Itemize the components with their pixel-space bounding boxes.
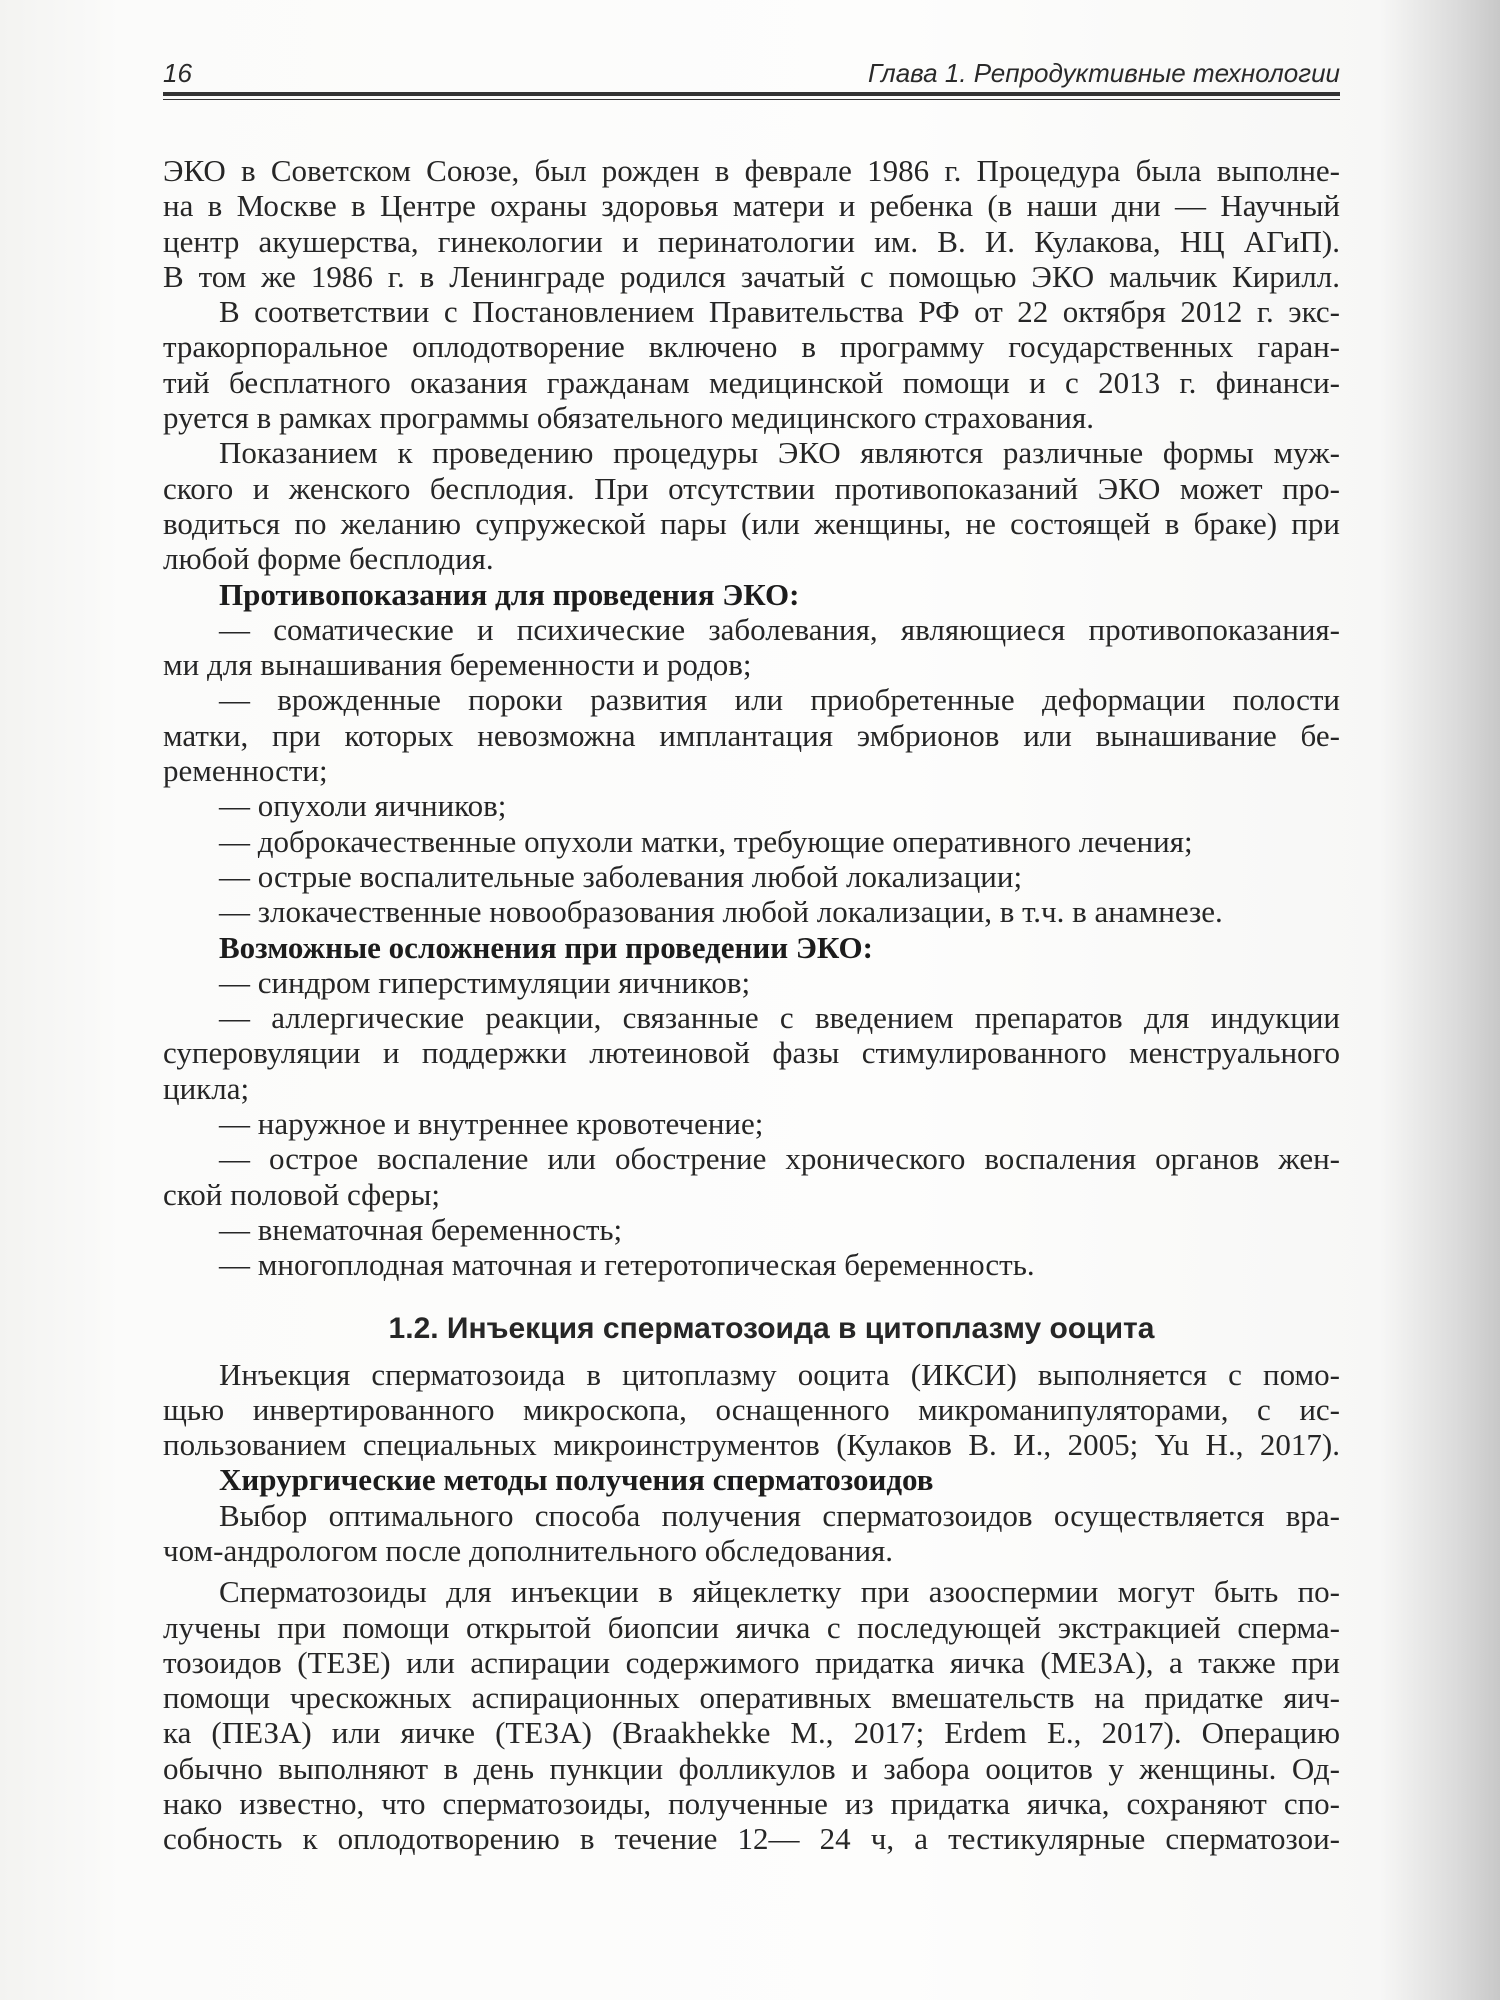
page-number: 16 xyxy=(163,58,192,88)
text-line: — синдром гиперстимуляции яичников; xyxy=(219,964,751,1000)
subheading: Противопоказания для проведения ЭКО: xyxy=(219,576,800,612)
header-rule-thick xyxy=(163,92,1340,96)
text-line: — опухоли яичников; xyxy=(219,788,507,824)
text-line: щью инвертированного микроскопа, оснащенного микроманипуляторами, с ис- xyxy=(163,1391,1340,1427)
text-line: ми для вынашивания беременности и родов; xyxy=(163,647,752,683)
subheading: Возможные осложнения при проведении ЭКО: xyxy=(219,929,873,965)
text-line: руется в рамках программы обязательного медицинского страхования. xyxy=(163,400,1095,436)
text-line: помощи чрескожных аспирационных оперативных вмешательств на придатке яич- xyxy=(163,1680,1340,1716)
text-line: — аллергические реакции, связанные с введением препаратов для индукции xyxy=(219,1000,1340,1036)
text-line: водиться по желанию супружеской пары (или женщины, не состоящей в браке) при xyxy=(163,505,1340,541)
text-line: — внематочная беременность; xyxy=(219,1211,623,1247)
text-line: пользованием специальных микроинструментов (Кулаков В. И., 2005; Yu H., 2017). xyxy=(163,1427,1340,1463)
section-heading: 1.2. Инъекция сперматозоида в цитоплазму ооцита xyxy=(388,1311,1155,1345)
text-line: цикла; xyxy=(163,1070,250,1106)
text-line: В соответствии с Постановлением Правительства РФ от 22 октября 2012 г. экс- xyxy=(219,294,1340,330)
text-line: — многоплодная маточная и гетеротопическая беременность. xyxy=(219,1247,1035,1283)
text-line: ременности; xyxy=(163,753,328,789)
text-line: ской половой сферы; xyxy=(163,1176,440,1212)
text-line: тракорпоральное оплодотворение включено в программу государственных гаран- xyxy=(163,329,1340,365)
text-line: ского и женского бесплодия. При отсутствии противопоказаний ЭКО может про- xyxy=(163,470,1340,506)
text-line: — злокачественные новообразования любой локализации, в т.ч. в анамнезе. xyxy=(219,894,1223,930)
text-line: Инъекция сперматозоида в цитоплазму ооцита (ИКСИ) выполняется с помо- xyxy=(219,1356,1340,1392)
text-line: собность к оплодотворению в течение 12— 24 ч, а тестикулярные сперматозои- xyxy=(163,1821,1340,1857)
chapter-title: Глава 1. Репродуктивные технологии xyxy=(868,58,1340,88)
text-line: — острые воспалительные заболевания любой локализации; xyxy=(219,858,1023,894)
text-line: — острое воспаление или обострение хронического воспаления органов жен- xyxy=(219,1141,1340,1177)
text-line: ка (ПЕЗА) или яичке (ТЕЗА) (Braakhekke M., 2017; Erdem E., 2017). Операцию xyxy=(163,1715,1340,1751)
text-line: Показанием к проведению процедуры ЭКО являются различные формы муж- xyxy=(219,435,1340,471)
subheading: Хирургические методы получения сперматозоидов xyxy=(219,1462,934,1498)
text-line: лучены при помощи открытой биопсии яичка с последующей экстракцией сперма- xyxy=(163,1609,1340,1645)
running-header xyxy=(163,58,1340,92)
text-line: матки, при которых невозможна имплантация эмбрионов или вынашивание бе- xyxy=(163,717,1340,753)
text-line: тий бесплатного оказания гражданам медицинской помощи и с 2013 г. финанси- xyxy=(163,364,1340,400)
page-body-text xyxy=(163,153,1340,1857)
text-line: обычно выполняют в день пункции фолликулов и забора ооцитов у женщины. Од- xyxy=(163,1750,1340,1786)
text-line: любой форме бесплодия. xyxy=(163,541,494,577)
text-line: Сперматозоиды для инъекции в яйцеклетку при азооспермии могут быть по- xyxy=(219,1574,1340,1610)
text-line: В том же 1986 г. в Ленинграде родился зачатый с помощью ЭКО мальчик Кирилл. xyxy=(163,258,1340,294)
header-rule-thin xyxy=(163,99,1340,100)
text-line: нако известно, что сперматозоиды, полученные из придатка яичка, сохраняют спо- xyxy=(163,1786,1340,1822)
text-line: чом-андрологом после дополнительного обследования. xyxy=(163,1532,894,1568)
text-line: — наружное и внутреннее кровотечение; xyxy=(219,1106,764,1142)
text-line: — соматические и психические заболевания, являющиеся противопоказания- xyxy=(219,611,1340,647)
text-line: — доброкачественные опухоли матки, требующие оперативного лечения; xyxy=(219,823,1193,859)
text-line: ЭКО в Советском Союзе, был рожден в феврале 1986 г. Процедура была выполне- xyxy=(163,153,1340,188)
text-line: тозоидов (ТЕЗЕ) или аспирации содержимого придатка яичка (МЕЗА), а также при xyxy=(163,1644,1340,1680)
text-line: на в Москве в Центре охраны здоровья матери и ребенка (в наши дни — Научный xyxy=(163,188,1340,224)
text-line: суперовуляции и поддержки лютеиновой фазы стимулированного менструального xyxy=(163,1035,1340,1071)
text-line: Выбор оптимального способа получения сперматозоидов осуществляется вра- xyxy=(219,1497,1340,1533)
text-line: центр акушерства, гинекологии и перинатологии им. В. И. Кулакова, НЦ АГиП). xyxy=(163,223,1340,259)
text-line: — врожденные пороки развития или приобретенные деформации полости xyxy=(219,682,1340,718)
